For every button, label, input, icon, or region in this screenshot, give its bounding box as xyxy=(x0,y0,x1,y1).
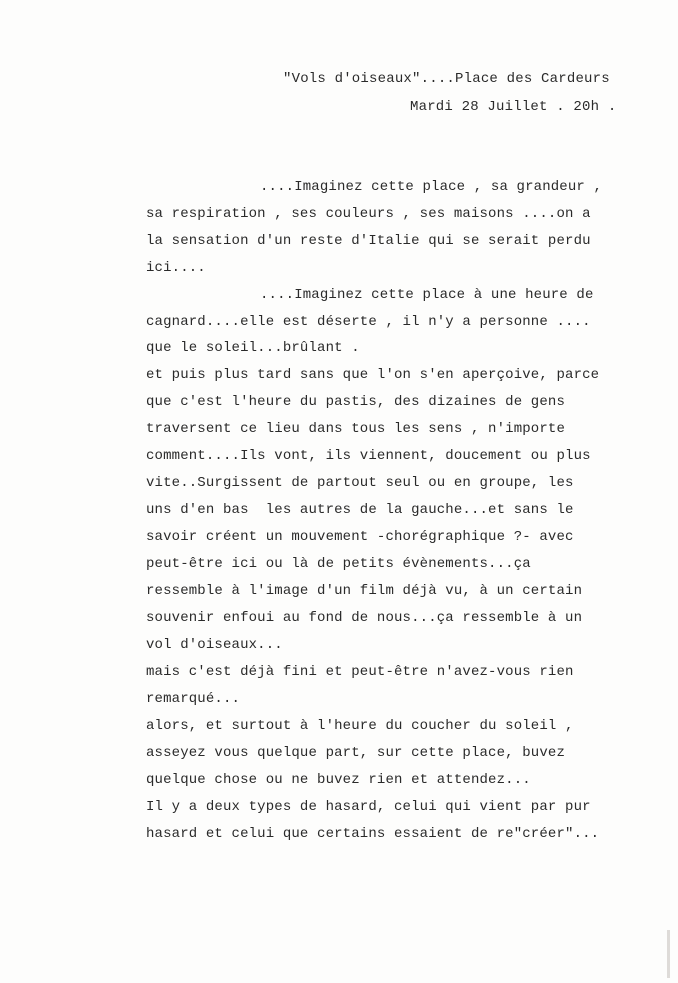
text-line: traversent ce lieu dans tous les sens , n'importe xyxy=(146,421,566,437)
text-line: souvenir enfoui au fond de nous...ça ressemble à un xyxy=(146,610,583,626)
text-line: et puis plus tard sans que l'on s'en aperçoive, parce xyxy=(146,367,600,383)
text-line: ....Imaginez cette place à une heure de xyxy=(260,287,594,303)
text-line: comment....Ils vont, ils viennent, doucement ou plus xyxy=(146,448,591,464)
text-line: uns d'en bas les autres de la gauche...et sans le xyxy=(146,502,574,518)
text-line: remarqué... xyxy=(146,691,241,707)
text-line: hasard et celui que certains essaient de re"créer"... xyxy=(146,826,600,842)
text-line: Il y a deux types de hasard, celui qui vient par pur xyxy=(146,799,591,815)
document-date-line: Mardi 28 Juillet . 20h . xyxy=(410,99,617,115)
text-line: asseyez vous quelque part, sur cette place, buvez xyxy=(146,745,566,761)
text-line: vite..Surgissent de partout seul ou en groupe, les xyxy=(146,475,574,491)
text-line: ....Imaginez cette place , sa grandeur , xyxy=(260,179,603,195)
text-line: quelque chose ou ne buvez rien et attendez... xyxy=(146,772,531,788)
document-title-line: "Vols d'oiseaux"....Place des Cardeurs xyxy=(283,71,610,87)
text-line: que le soleil...brûlant . xyxy=(146,340,360,356)
text-line: la sensation d'un reste d'Italie qui se serait perdu xyxy=(146,233,591,249)
text-line: alors, et surtout à l'heure du coucher du soleil , xyxy=(146,718,574,734)
text-line: vol d'oiseaux... xyxy=(146,637,283,653)
text-line: ici.... xyxy=(146,260,206,276)
text-line: peut-être ici ou là de petits évènements...ça xyxy=(146,556,531,572)
text-line: mais c'est déjà fini et peut-être n'avez-vous rien xyxy=(146,664,574,680)
text-line: ressemble à l'image d'un film déjà vu, à un certain xyxy=(146,583,583,599)
text-line: savoir créent un mouvement -chorégraphique ?- avec xyxy=(146,529,574,545)
text-line: sa respiration , ses couleurs , ses maisons ....on a xyxy=(146,206,591,222)
paper-edge-mark xyxy=(667,930,670,978)
text-line: cagnard....elle est déserte , il n'y a personne .... xyxy=(146,314,591,330)
text-line: que c'est l'heure du pastis, des dizaines de gens xyxy=(146,394,566,410)
